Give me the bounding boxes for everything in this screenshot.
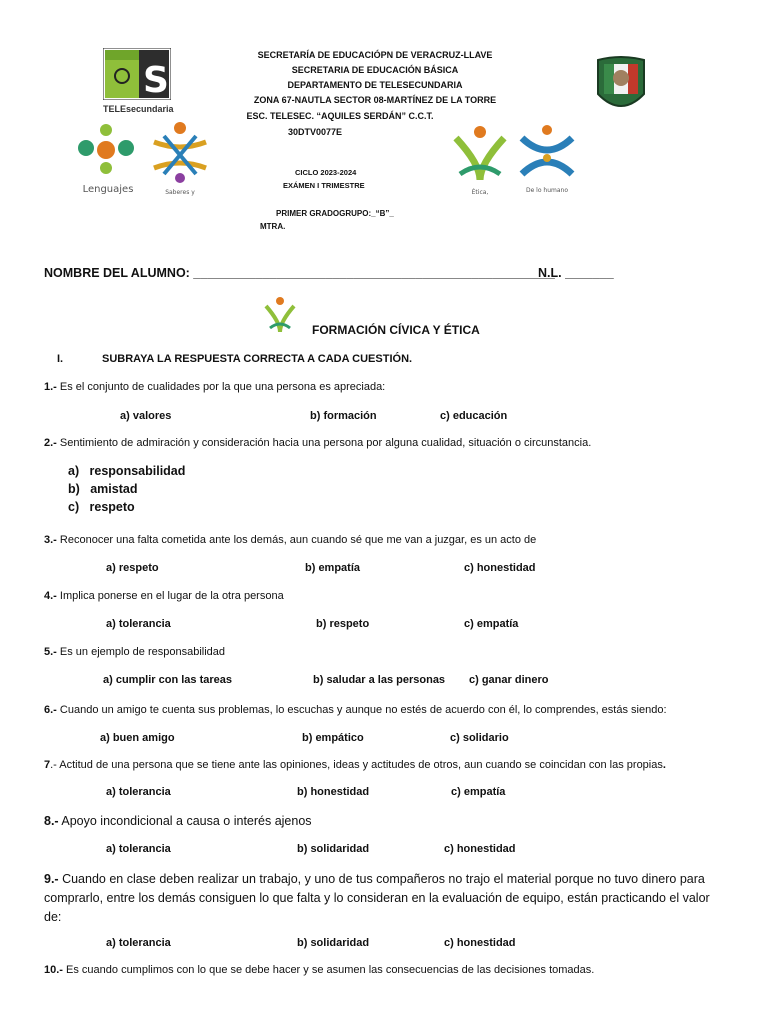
subject-logo [262, 296, 298, 342]
q2-option-a[interactable]: a) responsabilidad [68, 464, 186, 478]
header-line-2: SECRETARIA DE EDUCACIÓN BÁSICA [291, 65, 459, 75]
q5-option-b[interactable]: b) saludar a las personas [313, 674, 446, 686]
svg-text:Saberes y: Saberes y [165, 189, 195, 196]
question-6: 6.- Cuando un amigo te cuenta sus problemas, lo escuchas y aunque no estés de acuerdo con él, lo comprendes, estás siendo: [44, 704, 667, 716]
question-7: 7.- Actitud de una persona que se tiene ante las opiniones, ideas y actitudes de otros, aun cuando se coincidan con las propias. [44, 759, 666, 771]
etica-naturaleza-logo [446, 124, 514, 200]
q6-option-a[interactable]: a) buen amigo [100, 732, 175, 744]
q8-option-b[interactable]: b) solidaridad [297, 843, 370, 855]
q8-option-a[interactable]: a) tolerancia [106, 843, 171, 855]
question-2: 2.- Sentimiento de admiración y consideración hacia una persona por alguna cualidad, situación o circunstancia. [44, 437, 592, 449]
q3-option-a[interactable]: a) respeto [106, 562, 159, 574]
student-name-field[interactable]: NOMBRE DEL ALUMNO: ____________________________________________________ [44, 266, 555, 280]
grado-grupo-label: PRIMER GRADOGRUPO:_“B”_ [276, 209, 394, 218]
question-10: 10.- Es cuando cumplimos con lo que se debe hacer y se asumen las consecuencias de las decisiones tomadas. [44, 964, 595, 976]
q4-option-a[interactable]: a) tolerancia [106, 618, 171, 630]
list-number-field[interactable]: N.L. _______ [538, 266, 614, 280]
question-9: 9.- Cuando en clase deben realizar un trabajo, y uno de tus compañeros no trajo el material porque no tuvo dinero para comprarlo, entre los demás consiguen lo que falta y lo consideran en la evaluación de equipo, están practicando el valor de: [44, 872, 710, 924]
q9-option-c[interactable]: c) honestidad [444, 937, 516, 949]
header-line-5: ESC. TELESEC. “AQUILES SERDÁN” C.C.T. [246, 111, 434, 121]
q7-option-c[interactable]: c) empatía [451, 786, 506, 798]
q6-option-c[interactable]: c) solidario [450, 732, 509, 744]
q1-option-a[interactable]: a) valores [120, 410, 172, 422]
q5-option-c[interactable]: c) ganar dinero [469, 674, 549, 686]
section-instruction: SUBRAYA LA RESPUESTA CORRECTA A CADA CUESTIÓN. [102, 353, 413, 365]
q1-option-b[interactable]: b) formación [310, 410, 377, 422]
examen-label: EXÁMEN I TRIMESTRE [283, 181, 365, 190]
svg-text:Ética,: Ética, [471, 189, 489, 196]
question-5: 5.- Es un ejemplo de responsabilidad [44, 646, 226, 658]
question-1: 1.- Es el conjunto de cualidades por la que una persona es apreciada: [44, 381, 386, 393]
header-line-6: 30DTV0077E [287, 127, 343, 137]
telesecundaria-logo [103, 48, 171, 100]
question-3: 3.- Reconocer una falta cometida ante los demás, aun cuando sé que me van a juzgar, es un acto de [44, 534, 537, 546]
q6-option-b[interactable]: b) empático [302, 732, 364, 744]
header-line-4: ZONA 67-NAUTLA SECTOR 08-MARTÍNEZ DE LA TORRE [253, 95, 497, 105]
header-line-1: SECRETARÍA DE EDUCACIÓPN DE VERACRUZ-LLAVE [257, 50, 493, 60]
q2-option-b[interactable]: b) amistad [68, 482, 138, 496]
svg-text:Lenguajes: Lenguajes [82, 184, 134, 195]
q5-option-a[interactable]: a) cumplir con las tareas [103, 674, 232, 686]
question-4: 4.- Implica ponerse en el lugar de la otra persona [44, 590, 284, 602]
maestra-label: MTRA. [260, 222, 286, 231]
q4-option-c[interactable]: c) empatía [464, 618, 519, 630]
humano-comunitario-logo [514, 120, 580, 200]
school-crest-logo [592, 54, 650, 116]
q7-option-b[interactable]: b) honestidad [297, 786, 370, 798]
q9-option-a[interactable]: a) tolerancia [106, 937, 171, 949]
q9-option-b[interactable]: b) solidaridad [297, 937, 370, 949]
subject-title: FORMACIÓN CÍVICA Y ÉTICA [312, 323, 480, 337]
q7-option-a[interactable]: a) tolerancia [106, 786, 171, 798]
q3-option-b[interactable]: b) empatía [305, 562, 361, 574]
svg-text:S: S [143, 60, 169, 100]
section-number: I. [57, 353, 64, 365]
q3-option-c[interactable]: c) honestidad [464, 562, 536, 574]
q2-option-c[interactable]: c) respeto [68, 500, 135, 514]
ciclo-label: CICLO 2023-2024 [295, 168, 357, 177]
header-line-3: DEPARTAMENTO DE TELESECUNDARIA [287, 80, 463, 90]
q8-option-c[interactable]: c) honestidad [444, 843, 516, 855]
svg-text:De lo humano: De lo humano [525, 187, 569, 194]
telesecundaria-label: TELEsecundaria [103, 104, 174, 114]
q4-option-b[interactable]: b) respeto [316, 618, 370, 630]
lenguajes-logo [72, 118, 144, 198]
question-8: 8.- Apoyo incondicional a causa o interés ajenos [44, 814, 312, 828]
q1-option-c[interactable]: c) educación [440, 410, 508, 422]
